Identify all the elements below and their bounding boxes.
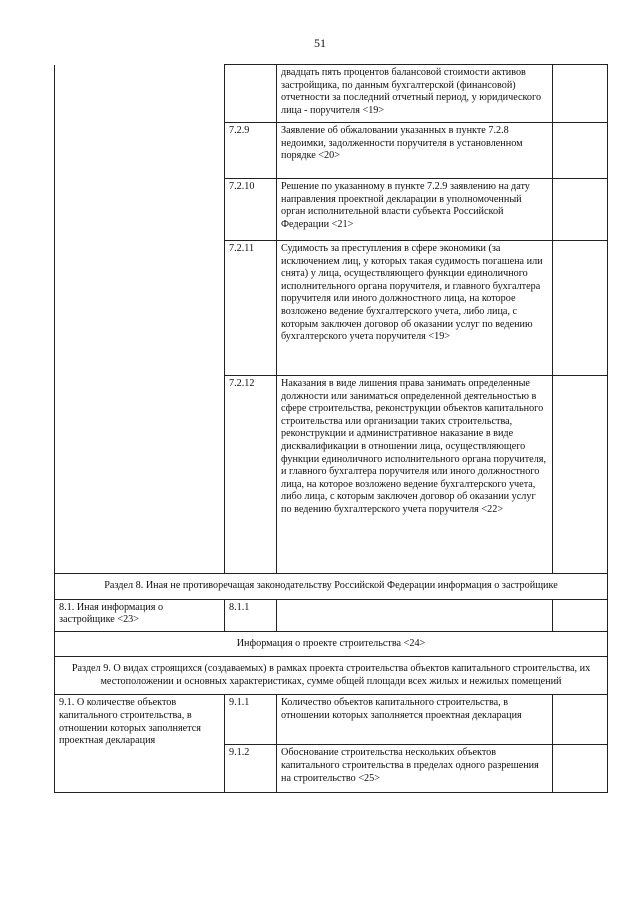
value-cell <box>553 695 608 745</box>
item-text: Обоснование строительства нескольких объектов капитального строительства в пределах одного разрешения на строительство <25> <box>277 745 553 793</box>
item-number: 9.1.1 <box>225 695 277 745</box>
value-cell <box>553 65 608 123</box>
section-heading-row <box>55 657 608 695</box>
value-cell <box>553 123 608 179</box>
section9-heading: Раздел 9. О видах строящихся (создаваемых) в рамках проекта строительства объектов капитального строительства, их местоположении и основных характеристиках, сумме общей площади всех жилых и нежилых помещений <box>55 657 608 695</box>
item-number: 7.2.11 <box>225 241 277 376</box>
table-row <box>55 65 608 123</box>
item-number: 7.2.12 <box>225 376 277 574</box>
item-text: Судимость за преступления в сфере экономики (за исключением лиц, у которых такая судимость погашена или снята) у лица, осуществляющего функции единоличного исполнительного органа поручителя, и главного бухгалтера поручителя или иного должностного лица, на которое возложено ведение бухгалтерского учета, либо лица, с которым заключен договор об оказании услуг по ведению бухгалтерского учета поручителя <19> <box>277 241 553 376</box>
item-text: Количество объектов капитального строительства, в отношении которых заполняется проектная декларация <box>277 695 553 745</box>
value-cell <box>553 179 608 241</box>
item-number: 8.1.1 <box>225 599 277 631</box>
item-number <box>225 65 277 123</box>
item-text: Решение по указанному в пункте 7.2.9 заявлению на дату направления проектной декларации в уполномоченный орган исполнительной власти субъекта Российской Федерации <21> <box>277 179 553 241</box>
section-heading-row <box>55 631 608 657</box>
table-row <box>55 599 608 631</box>
section8-label: 8.1. Иная информация о застройщике <23> <box>55 599 225 631</box>
table-row <box>55 695 608 745</box>
item-text <box>277 599 553 631</box>
item-text: Заявление об обжаловании указанных в пункте 7.2.8 недоимки, задолженности поручителя в установленном порядке <20> <box>277 123 553 179</box>
page-number: 51 <box>314 36 326 50</box>
value-cell <box>553 241 608 376</box>
item-text: Наказания в виде лишения права занимать определенные должности или заниматься определенной деятельностью в сфере строительства, реконструкции объектов капитального строительства или организации таких строительства, реконструкции и административное наказание в виде дисквалификации в отношении лица, осуществляющего функции единоличного исполнительного органа поручителя, и главного бухгалтера поручителя или иного должностного лица, на которое возложено ведение бухгалтерского учета, либо лица, с которым заключен договор об оказании услуг по ведению бухгалтерского учета поручителя <22> <box>277 376 553 574</box>
item-number: 9.1.2 <box>225 745 277 793</box>
project-info-heading: Информация о проекте строительства <24> <box>55 631 608 657</box>
section8-heading: Раздел 8. Иная не противоречащая законодательству Российской Федерации информация о застройщике <box>55 574 608 600</box>
value-cell <box>553 376 608 574</box>
section7-label-cell <box>55 65 225 574</box>
item-number: 7.2.10 <box>225 179 277 241</box>
value-cell <box>553 745 608 793</box>
value-cell <box>553 599 608 631</box>
section9-label: 9.1. О количестве объектов капитального строительства, в отношении которых заполняется проектная декларация <box>55 695 225 793</box>
item-number: 7.2.9 <box>225 123 277 179</box>
section-heading-row <box>55 574 608 600</box>
item-text: двадцать пять процентов балансовой стоимости активов застройщика, по данным бухгалтерской (финансовой) отчетности за последний отчетный период, у юридического лица - поручителя <19> <box>277 65 553 123</box>
declaration-table <box>54 64 608 793</box>
